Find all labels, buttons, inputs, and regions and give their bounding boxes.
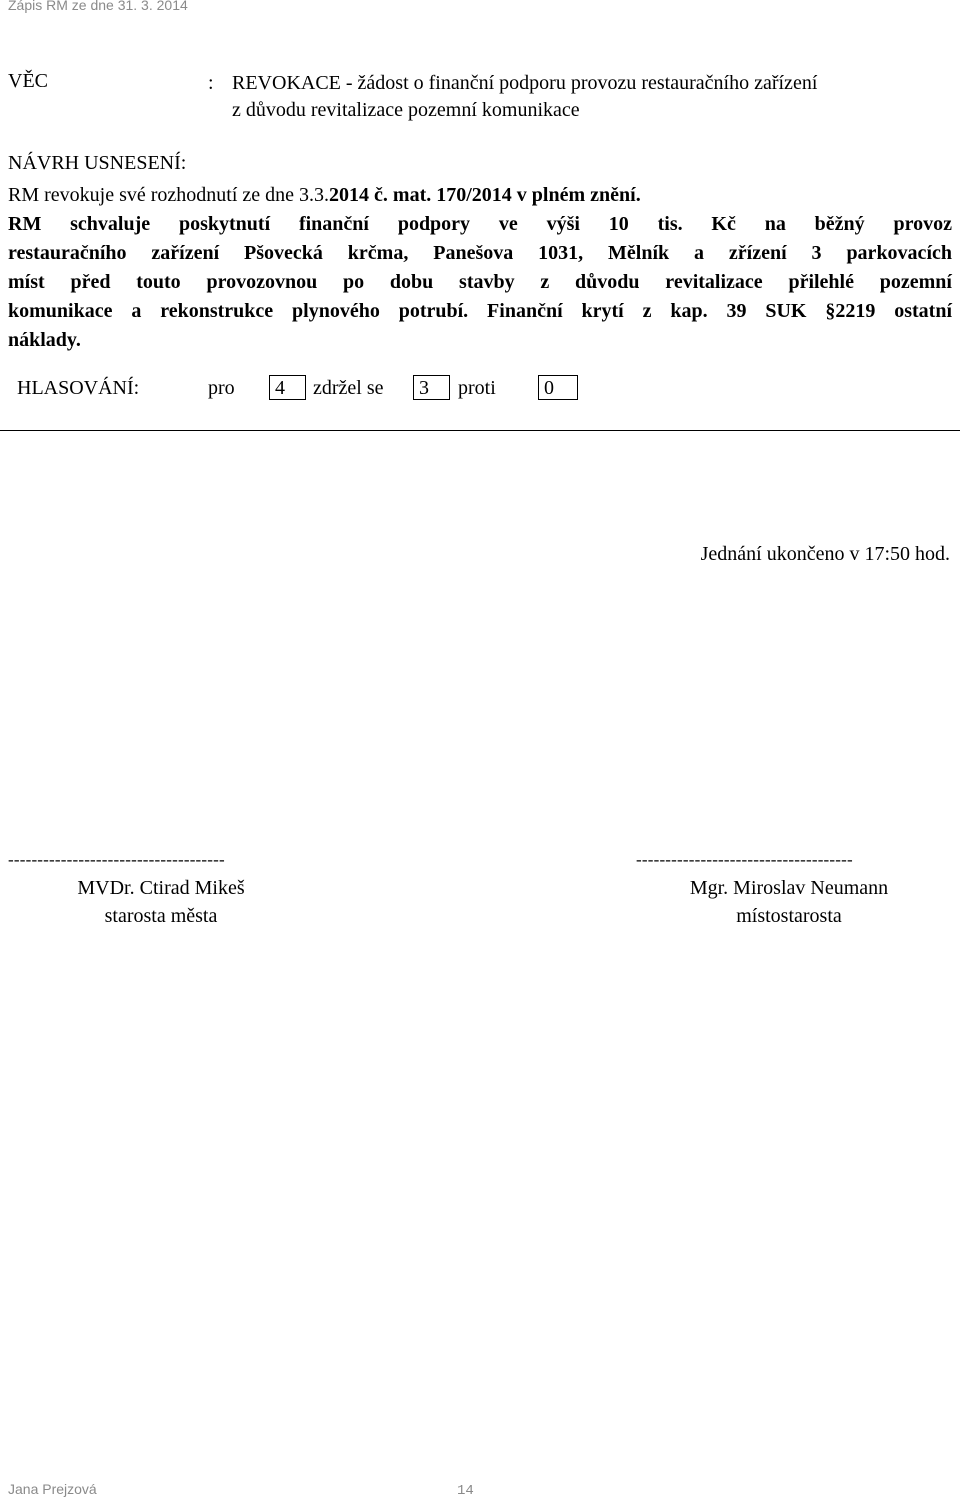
left-signer-name: MVDr. Ctirad Mikeš [77, 877, 245, 899]
right-signature-line: ------------------------------------- [636, 850, 853, 869]
subject-text [208, 70, 958, 124]
vote-for-box: 4 [269, 375, 306, 400]
resolution-line-4: míst před touto provozovnou po dobu stavby z důvodu revitalizace přilehlé pozemní [8, 271, 952, 293]
subject-label: VĚC [8, 70, 48, 92]
footer-author: Jana Prejzová [8, 1481, 97, 1497]
page-number: 14 [457, 1483, 474, 1499]
subject-colon: : [208, 72, 214, 94]
resolution-line-3: restauračního zařízení Pšovecká krčma, Panešova 1031, Mělník a zřízení 3 parkovacích [8, 242, 952, 264]
right-signer-role: místostarosta [736, 905, 842, 927]
vote-abstain-label: zdržel se [313, 377, 384, 399]
vote-for-label: pro [208, 377, 235, 399]
resolution-line-5: komunikace a rekonstrukce plynového potrubí. Finanční krytí z kap. 39 SUK §2219 ostatní [8, 300, 952, 322]
resolution-line-2: RM schvaluje poskytnutí finanční podpory ve výši 10 tis. Kč na běžný provoz [8, 213, 952, 235]
document-header: Zápis RM ze dne 31. 3. 2014 [8, 0, 188, 13]
subject-line-1: REVOKACE - žádost o finanční podporu provozu restauračního zařízení [232, 72, 818, 94]
section-divider [0, 430, 960, 431]
resolution-line-1 [8, 181, 952, 210]
resolution-line-1-normal: RM revokuje své rozhodnutí ze dne 3.3. [8, 184, 330, 206]
left-signature-line: ------------------------------------- [8, 850, 225, 869]
closing-note: Jednání ukončeno v 17:50 hod. [700, 543, 950, 565]
vote-against-label: proti [458, 377, 496, 399]
vote-abstain-box: 3 [413, 375, 450, 400]
resolution-line-6: náklady. [8, 329, 81, 351]
left-signer-role: starosta města [104, 905, 218, 927]
vote-label: HLASOVÁNÍ: [17, 377, 140, 399]
vote-against-box: 0 [538, 375, 578, 400]
proposal-heading: NÁVRH USNESENÍ: [8, 152, 187, 174]
resolution-line-1-bold: 2014 č. mat. 170/2014 v plném znění. [329, 184, 641, 206]
resolution-text [8, 181, 952, 355]
right-signer-name: Mgr. Miroslav Neumann [689, 877, 889, 899]
subject-line-2: z důvodu revitalizace pozemní komunikace [232, 99, 580, 121]
